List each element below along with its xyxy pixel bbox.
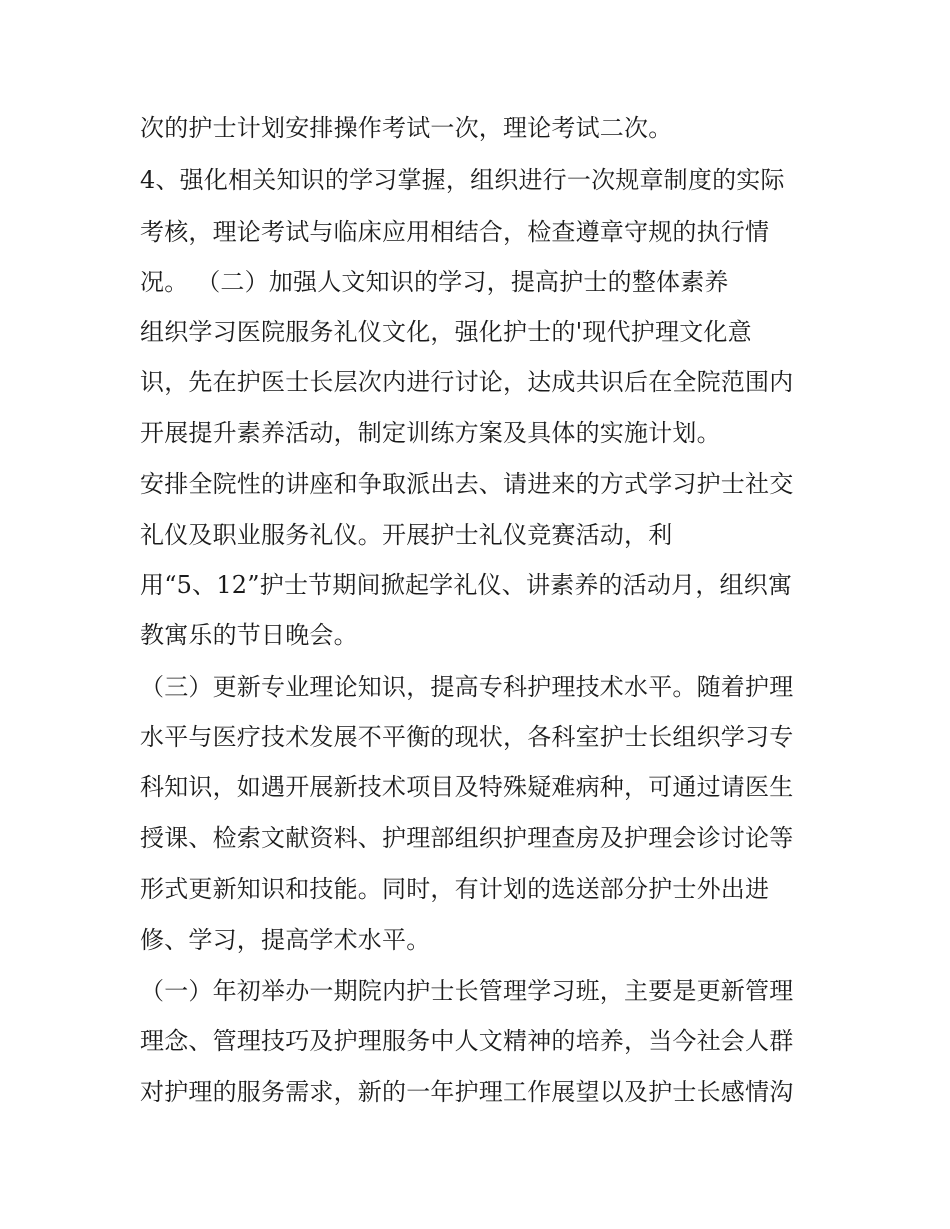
text-line: 4、强化相关知识的学习掌握，组织进行一次规章制度的实际 [140, 166, 785, 194]
text-line: 组织学习医院服务礼仪文化，强化护士的'现代护理文化意 [140, 318, 752, 346]
text-line: 授课、检索文献资料、护理部组织护理查房及护理会诊讨论等 [140, 824, 794, 852]
text-line: （三）更新专业理论知识，提高专科护理技术水平。随着护理 [140, 673, 794, 701]
text-line: 教寓乐的节日晚会。 [140, 621, 358, 649]
text-line: （一）年初举办一期院内护士长管理学习班，主要是更新管理 [140, 977, 794, 1005]
text-line: 次的护士计划安排操作考试一次，理论考试二次。 [140, 114, 673, 142]
text-line: 水平与医疗技术发展不平衡的现状，各科室护士长组织学习专 [140, 723, 794, 751]
text-line: 况。 （二）加强人文知识的学习，提高护士的整体素养 [140, 268, 729, 296]
text-line: 礼仪及职业服务礼仪。开展护士礼仪竞赛活动，利 [140, 521, 673, 549]
text-line: 用“5、12”护士节期间掀起学礼仪、讲素养的活动月，组织寓 [140, 571, 793, 599]
text-line: 对护理的服务需求，新的一年护理工作展望以及护士长感情沟 [140, 1078, 794, 1106]
text-line: 理念、管理技巧及护理服务中人文精神的培养，当今社会人群 [140, 1027, 794, 1055]
text-line: 考核，理论考试与临床应用相结合，检查遵章守规的执行情 [140, 218, 770, 246]
text-line: 安排全院性的讲座和争取派出去、请进来的方式学习护士社交 [140, 470, 794, 498]
text-line: 修、学习，提高学术水平。 [140, 926, 431, 954]
text-line: 科知识，如遇开展新技术项目及特殊疑难病种，可通过请医生 [140, 773, 794, 801]
text-line: 开展提升素养活动，制定训练方案及具体的实施计划。 [140, 419, 721, 447]
text-line: 形式更新知识和技能。同时，有计划的选送部分护士外出进 [140, 875, 770, 903]
text-line: 识，先在护医士长层次内进行讨论，达成共识后在全院范围内 [140, 368, 794, 396]
